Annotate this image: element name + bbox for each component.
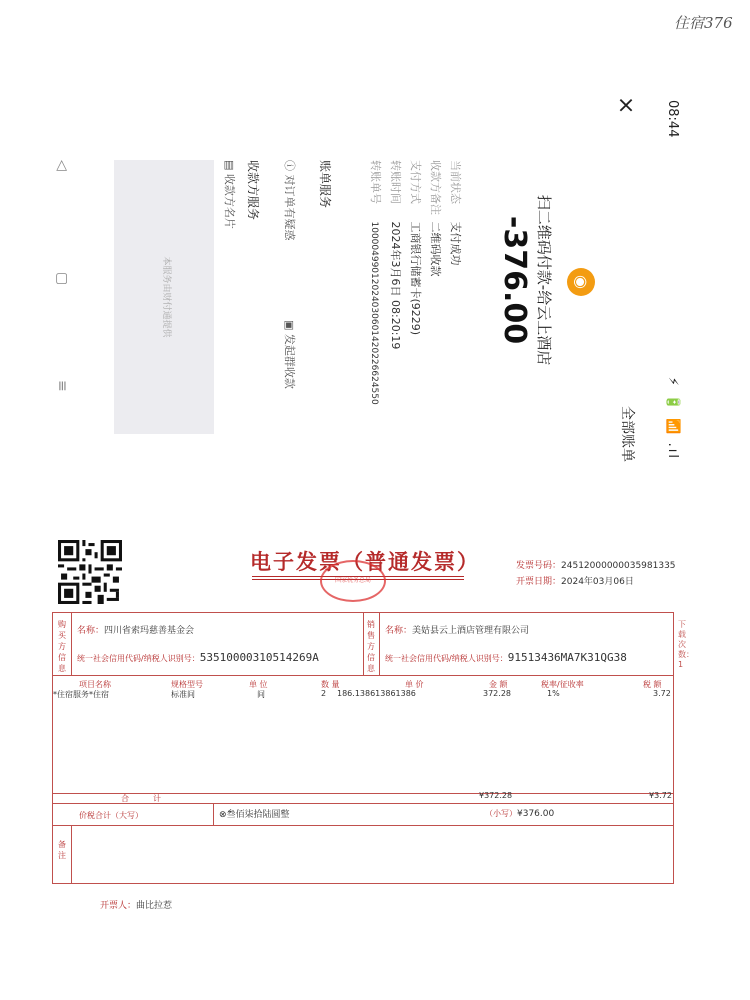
order-doubt-link[interactable]: ⓘ 对订单有疑惑	[283, 160, 296, 241]
item-qty: 2	[321, 689, 327, 698]
payee-title: 扫二维码付款-给云上酒店	[535, 194, 553, 366]
detail-row-time	[388, 160, 404, 349]
back-icon[interactable]: ◁	[54, 160, 70, 171]
invoice-table	[52, 612, 674, 884]
header-unit: 单 位	[249, 680, 268, 689]
question-icon: ⓘ	[283, 160, 296, 175]
close-icon[interactable]: ×	[613, 96, 638, 115]
sum-words-label: 价税合计（大写）	[79, 811, 143, 820]
detail-value: 工商银行储蓄卡(9229)	[409, 221, 422, 336]
total-tax: ¥3.72	[649, 791, 672, 800]
item-amount: 372.28	[483, 689, 511, 698]
header-spec: 规格型号	[171, 680, 203, 689]
detail-row-status	[448, 160, 464, 266]
invoice-title: 电子发票（普通发票）	[250, 549, 480, 574]
header-tax: 税 额	[643, 680, 662, 689]
merchant-logo-icon: ◉	[567, 268, 595, 296]
buyer-section-label: 购买方信息	[58, 620, 66, 673]
qr-code	[58, 540, 122, 604]
detail-key: 收款方备注	[429, 160, 442, 215]
official-seal: 国家税务总局	[320, 560, 386, 602]
header-qty: 数 量	[321, 680, 340, 689]
footer-note: 本服务由财付通提供	[161, 256, 171, 338]
seller-name: 名称：美姑县云上酒店管理有限公司	[385, 626, 530, 636]
detail-value: 支付成功	[449, 221, 462, 266]
item-tax: 3.72	[653, 689, 671, 698]
detail-key: 当前状态	[449, 160, 462, 204]
header-price: 单 价	[405, 680, 424, 689]
payment-screenshot	[30, 80, 690, 480]
buyer-name: 名称：四川省索玛慈善基金会	[77, 626, 195, 636]
header-amount: 金 额	[489, 680, 508, 689]
menu-icon[interactable]: ≡	[54, 380, 70, 392]
header-item-name: 项目名称	[79, 680, 111, 689]
download-count: 下载次数：1	[678, 620, 694, 669]
detail-value: 2024年3月6日 08:20:19	[389, 221, 402, 350]
payment-amount: -376.00	[497, 215, 532, 345]
sum-small: （小写）¥376.00	[485, 809, 555, 819]
sum-words: ⊗叁佰柒拾陆圆整	[219, 810, 290, 820]
detail-key: 转账时间	[389, 160, 402, 204]
buyer-tax-id: 统一社会信用代码/纳税人识别号：53510000310514269A	[77, 651, 319, 664]
all-bills-link[interactable]: 全部账单	[619, 406, 635, 462]
home-icon[interactable]: ▢	[54, 272, 70, 286]
detail-value: 10000499012024030601420226624550	[369, 221, 379, 405]
total-amount: ¥372.28	[479, 791, 513, 800]
detail-key: 转账单号	[369, 160, 382, 204]
header-tax-rate: 税率/征收率	[541, 680, 584, 689]
item-tax-rate: 1%	[547, 689, 560, 698]
item-spec: 标准间	[171, 690, 195, 699]
item-unit: 间	[257, 690, 265, 699]
status-icons: ⚡ 🔋 📶 .ıl	[665, 376, 680, 460]
item-name: *住宿服务*住宿	[53, 690, 109, 699]
detail-key: 支付方式	[409, 160, 422, 204]
footer-banner	[114, 160, 214, 434]
bill-service-heading: 账单服务	[318, 160, 332, 209]
card-icon: ▤	[223, 160, 236, 174]
detail-row-remark	[428, 160, 444, 277]
group-pay-link[interactable]: ▣ 发起群收款	[283, 320, 296, 389]
detail-row-method	[408, 160, 424, 335]
payee-card-link[interactable]: ▤ 收款方名片	[223, 160, 236, 229]
handwritten-note: 住宿376	[674, 14, 733, 32]
group-icon: ▣	[283, 320, 296, 334]
total-label: 合 计	[121, 794, 161, 803]
detail-row-order-no	[368, 160, 384, 405]
payee-service-heading: 收款方服务	[246, 160, 260, 221]
invoice-number: 发票号码：24512000000035981335	[516, 561, 676, 571]
issuer: 开票人：曲比拉惹	[100, 901, 173, 911]
payment-screen	[30, 80, 690, 480]
detail-value: 二维码收款	[429, 221, 442, 277]
remark-label: 备注	[58, 840, 66, 860]
seller-tax-id: 统一社会信用代码/纳税人识别号：91513436MA7K31QG38	[385, 651, 627, 664]
status-time: 08:44	[665, 100, 680, 138]
invoice-date: 开票日期：2024年03月06日	[516, 577, 634, 587]
item-price: 186.138613861386	[337, 689, 416, 698]
seller-section-label: 销售方信息	[367, 620, 375, 673]
